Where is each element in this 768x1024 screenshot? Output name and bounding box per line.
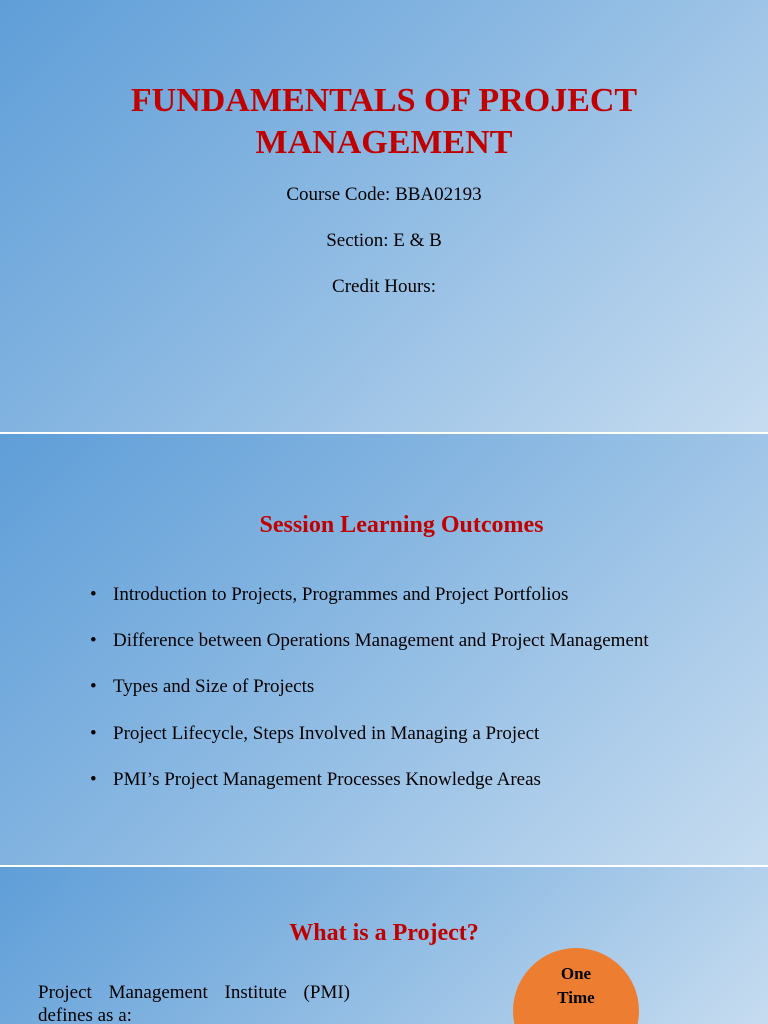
bullet-icon: • — [90, 584, 97, 605]
list-item-text: Project Lifecycle, Steps Involved in Managing a Project — [113, 722, 540, 744]
circle-line2: Time — [557, 988, 595, 1007]
circle-line1: One — [560, 964, 592, 983]
list-item — [90, 674, 649, 720]
one-time-circle — [513, 948, 639, 1024]
list-item — [90, 767, 649, 813]
bullet-icon: • — [90, 676, 97, 698]
list-item — [90, 628, 649, 674]
pmi-line2: defines as a: — [38, 1005, 132, 1024]
bullet-icon: • — [90, 630, 97, 652]
list-item — [90, 582, 649, 628]
course-title-line2: MANAGEMENT — [255, 124, 513, 161]
list-item-text: PMI’s Project Management Processes Knowledge Areas — [113, 768, 541, 790]
circle-label — [513, 962, 639, 1010]
learning-outcomes-slide — [0, 434, 768, 865]
course-title — [0, 80, 768, 164]
pmi-definition-text — [38, 981, 350, 1024]
list-item — [90, 721, 649, 767]
bullet-icon: • — [90, 722, 97, 744]
what-is-project-slide — [0, 867, 768, 1024]
course-code: Course Code: BBA02193 — [286, 184, 482, 205]
outcomes-list — [90, 582, 649, 813]
list-item-text: Introduction to Projects, Programmes and Project Portfolios — [113, 584, 569, 605]
slide-heading: What is a Project? — [289, 920, 479, 946]
list-item-text: Difference between Operations Management and Project Management — [113, 630, 649, 652]
title-slide — [0, 0, 768, 432]
course-title-line1: FUNDAMENTALS OF PROJECT — [130, 82, 638, 119]
pmi-line1: Project Management Institute (PMI) — [38, 982, 350, 1003]
credit-hours: Credit Hours: — [332, 276, 436, 297]
list-item-text: Types and Size of Projects — [113, 676, 315, 698]
bullet-icon: • — [90, 768, 97, 790]
slide-heading: Session Learning Outcomes — [259, 512, 544, 538]
section-label: Section: E & B — [326, 230, 442, 251]
